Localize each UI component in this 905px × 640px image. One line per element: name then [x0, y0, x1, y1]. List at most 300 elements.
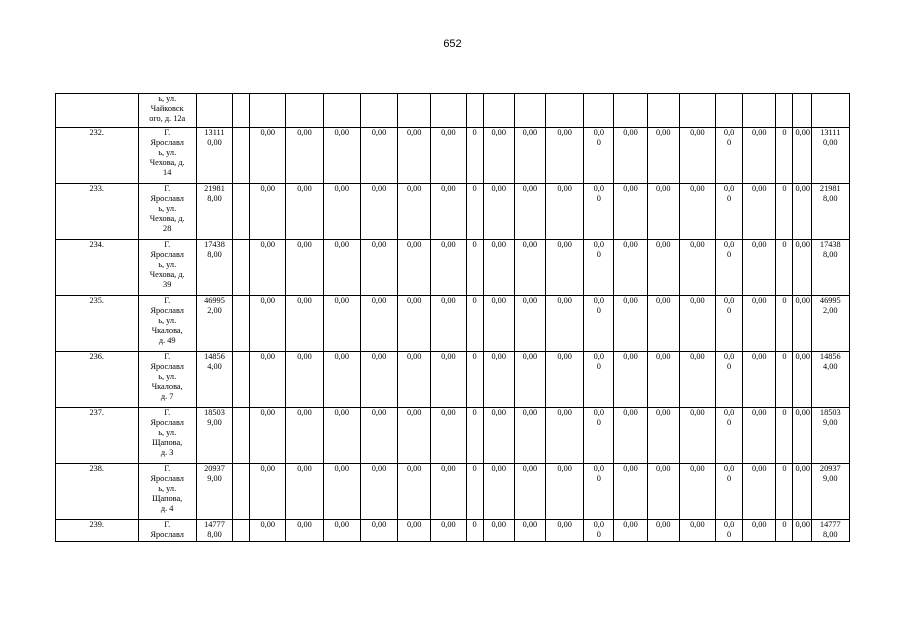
row-number-cell: 235. — [56, 296, 139, 352]
value-cell: 0,00 — [793, 128, 811, 184]
value-cell: 0,00 — [743, 352, 776, 408]
end-total-line: 0,00 — [823, 138, 838, 147]
value-cell: 0,00 — [431, 352, 466, 408]
value-cell: 0,00 — [793, 464, 811, 520]
table-row — [56, 408, 850, 464]
value-cell: 0,00 — [743, 240, 776, 296]
address-line: Чайковск — [150, 104, 184, 113]
table-row — [56, 352, 850, 408]
value-cell: 0,00 — [514, 184, 545, 240]
value-cell — [584, 184, 614, 240]
value-cell: 0,00 — [514, 464, 545, 520]
value-cell: 0,00 — [431, 408, 466, 464]
value-cell — [743, 94, 776, 128]
value-part: 0 — [596, 194, 601, 203]
value-part: 0,0 — [593, 240, 605, 249]
total-line: 9,00 — [207, 474, 222, 483]
value-cell — [584, 408, 614, 464]
end-total-line: 14856 — [819, 352, 841, 361]
address-cell — [138, 94, 196, 128]
value-part: 0 — [727, 362, 732, 371]
value-cell: 0,00 — [286, 184, 323, 240]
address-line: ого, д. 12а — [149, 114, 186, 123]
value-part: 0,0 — [593, 408, 605, 417]
total-cell — [196, 296, 232, 352]
value-cell: 0 — [776, 520, 793, 542]
value-part: 0,0 — [723, 464, 735, 473]
value-cell: 0,00 — [514, 240, 545, 296]
address-cell — [138, 240, 196, 296]
value-cell — [716, 184, 743, 240]
address-line: Ярославл — [150, 250, 184, 259]
row-number-cell: 236. — [56, 352, 139, 408]
end-total-line: 2,00 — [823, 306, 838, 315]
address-line: Г. — [164, 128, 171, 137]
value-cell — [679, 94, 715, 128]
value-cell: 0,00 — [679, 408, 715, 464]
address-line: Чехова, д. — [149, 158, 185, 167]
value-part: 0 — [727, 418, 732, 427]
value-cell: 0,00 — [793, 408, 811, 464]
value-cell: 0,00 — [793, 296, 811, 352]
value-cell — [584, 240, 614, 296]
row-number-cell: 238. — [56, 464, 139, 520]
value-cell — [360, 94, 397, 128]
value-cell: 0 — [466, 128, 483, 184]
value-cell: 0,00 — [398, 184, 431, 240]
value-cell: 0,00 — [614, 128, 647, 184]
end-total-cell — [811, 464, 849, 520]
total-line: 8,00 — [207, 250, 222, 259]
value-cell — [546, 94, 584, 128]
address-line: Ярославл — [150, 138, 184, 147]
address-cell — [138, 520, 196, 542]
value-cell: 0,00 — [286, 408, 323, 464]
value-cell: 0,00 — [483, 184, 514, 240]
address-cell — [138, 128, 196, 184]
value-part: 0 — [596, 362, 601, 371]
value-cell: 0,00 — [323, 520, 360, 542]
value-cell: 0,00 — [679, 184, 715, 240]
value-cell: 0,00 — [743, 520, 776, 542]
total-cell — [196, 352, 232, 408]
end-total-line: 8,00 — [823, 530, 838, 539]
value-cell: 0,00 — [743, 408, 776, 464]
total-cell — [196, 464, 232, 520]
value-cell: 0 — [466, 408, 483, 464]
value-cell: 0,00 — [360, 128, 397, 184]
value-cell — [776, 94, 793, 128]
value-cell: 0,00 — [431, 240, 466, 296]
value-cell: 0,00 — [679, 128, 715, 184]
address-line: Ярославл — [150, 530, 184, 539]
total-cell — [196, 184, 232, 240]
address-line: Г. — [164, 520, 171, 529]
value-cell: 0,00 — [323, 128, 360, 184]
end-total-line: 20937 — [819, 464, 841, 473]
value-cell: 0 — [466, 240, 483, 296]
value-cell — [483, 94, 514, 128]
value-cell: 0,00 — [250, 128, 286, 184]
address-line: Щапова, — [152, 438, 183, 447]
value-part: 0 — [596, 306, 601, 315]
value-cell: 0,00 — [323, 240, 360, 296]
value-cell: 0,00 — [431, 296, 466, 352]
value-cell: 0,00 — [483, 128, 514, 184]
total-line: 2,00 — [207, 306, 222, 315]
value-cell: 0,00 — [398, 128, 431, 184]
address-line: 39 — [163, 280, 172, 289]
total-line: 0,00 — [207, 138, 222, 147]
address-line: Г. — [164, 352, 171, 361]
end-total-line: 8,00 — [823, 250, 838, 259]
address-line: ь, ул. — [158, 428, 177, 437]
value-cell: 0,00 — [514, 352, 545, 408]
value-cell: 0,00 — [647, 520, 679, 542]
total-line: 13111 — [204, 128, 225, 137]
value-cell: 0,00 — [360, 240, 397, 296]
value-cell: 0,00 — [483, 240, 514, 296]
value-cell — [584, 296, 614, 352]
value-cell: 0 — [466, 520, 483, 542]
value-cell: 0,00 — [360, 296, 397, 352]
address-line: Г. — [164, 240, 171, 249]
value-cell: 0,00 — [483, 464, 514, 520]
total-line: 14777 — [204, 520, 225, 529]
value-cell: 0 — [776, 240, 793, 296]
value-cell: 0,00 — [323, 296, 360, 352]
value-cell: 0,00 — [431, 184, 466, 240]
total-line: 17438 — [204, 240, 225, 249]
address-cell — [138, 184, 196, 240]
num-cell — [56, 94, 139, 128]
total-line: 8,00 — [207, 194, 222, 203]
value-cell: 0,00 — [514, 296, 545, 352]
table-row — [56, 520, 850, 542]
value-cell: 0,00 — [286, 240, 323, 296]
value-cell — [584, 94, 614, 128]
value-cell — [716, 352, 743, 408]
value-cell: 0,00 — [614, 352, 647, 408]
address-line: Ярославл — [150, 474, 184, 483]
end-total-cell — [811, 94, 849, 128]
address-line: д. 49 — [158, 336, 176, 345]
value-part: 0,0 — [593, 128, 605, 137]
address-line: Ярославл — [150, 362, 184, 371]
address-line: ь, ул. — [158, 316, 177, 325]
value-cell: 0,00 — [793, 520, 811, 542]
value-part: 0 — [596, 474, 601, 483]
value-cell — [514, 94, 545, 128]
value-cell: 0,00 — [546, 128, 584, 184]
value-cell — [716, 296, 743, 352]
value-cell: 0,00 — [286, 464, 323, 520]
address-cell — [138, 352, 196, 408]
value-cell: 0 — [776, 408, 793, 464]
address-line: Чкалова, — [151, 382, 183, 391]
value-cell: 0,00 — [647, 128, 679, 184]
value-cell: 0,00 — [483, 520, 514, 542]
address-line: Щапова, — [152, 494, 183, 503]
value-cell — [398, 94, 431, 128]
value-cell: 0 — [466, 464, 483, 520]
value-cell: 0,00 — [743, 296, 776, 352]
value-cell: 0,00 — [286, 296, 323, 352]
value-cell — [716, 128, 743, 184]
value-cell: 0 — [776, 464, 793, 520]
end-total-line: 9,00 — [823, 474, 838, 483]
value-cell: 0,00 — [286, 128, 323, 184]
value-cell: 0,00 — [514, 128, 545, 184]
address-line: Ярославл — [150, 194, 184, 203]
value-cell — [716, 94, 743, 128]
value-cell: 0,00 — [323, 352, 360, 408]
value-cell: 0,00 — [483, 352, 514, 408]
end-total-line: 8,00 — [823, 194, 838, 203]
value-cell — [323, 94, 360, 128]
address-line: ь, ул. — [158, 204, 177, 213]
address-line: Чехова, д. — [149, 270, 185, 279]
address-cell — [138, 408, 196, 464]
value-cell — [584, 128, 614, 184]
value-cell: 0,00 — [614, 520, 647, 542]
value-cell: 0,00 — [360, 184, 397, 240]
total-line: 46995 — [204, 296, 225, 305]
value-cell: 0,00 — [647, 464, 679, 520]
value-cell: 0 — [466, 352, 483, 408]
address-line: ь, ул. — [158, 94, 177, 103]
end-total-cell — [811, 240, 849, 296]
address-line: ь, ул. — [158, 260, 177, 269]
value-cell: 0,00 — [323, 464, 360, 520]
value-cell: 0 — [776, 296, 793, 352]
value-cell: 0 — [776, 352, 793, 408]
value-cell: 0 — [776, 184, 793, 240]
table-row — [56, 296, 850, 352]
end-total-line: 21981 — [819, 184, 841, 193]
value-part: 0,0 — [723, 184, 735, 193]
address-line: Ярославл — [150, 306, 184, 315]
address-line: Г. — [164, 408, 171, 417]
address-line: 28 — [163, 224, 172, 233]
table-row — [56, 128, 850, 184]
value-cell — [716, 408, 743, 464]
value-part: 0,0 — [593, 184, 605, 193]
value-cell — [716, 520, 743, 542]
end-total-cell — [811, 352, 849, 408]
value-cell: 0,00 — [614, 296, 647, 352]
value-part: 0 — [727, 194, 732, 203]
value-cell — [431, 94, 466, 128]
value-cell — [647, 94, 679, 128]
address-line: Г. — [164, 296, 171, 305]
spacer-cell — [233, 408, 250, 464]
address-line: д. 7 — [160, 392, 174, 401]
value-cell: 0,00 — [323, 184, 360, 240]
value-part: 0,0 — [723, 240, 735, 249]
value-cell: 0,00 — [431, 520, 466, 542]
address-line: ь, ул. — [158, 148, 177, 157]
value-cell: 0,00 — [431, 464, 466, 520]
address-line: Чкалова, — [151, 326, 183, 335]
end-total-line: 46995 — [819, 296, 841, 305]
value-part: 0,0 — [723, 296, 735, 305]
row-number-cell: 234. — [56, 240, 139, 296]
row-number-cell: 233. — [56, 184, 139, 240]
spacer-cell — [233, 240, 250, 296]
total-cell — [196, 520, 232, 542]
address-line: Ярославл — [150, 418, 184, 427]
value-cell: 0,00 — [250, 240, 286, 296]
value-cell: 0,00 — [398, 352, 431, 408]
value-cell — [286, 94, 323, 128]
value-cell — [584, 464, 614, 520]
value-part: 0,0 — [593, 464, 605, 473]
value-cell: 0,00 — [514, 408, 545, 464]
table-row — [56, 240, 850, 296]
value-part: 0,0 — [593, 352, 605, 361]
value-part: 0 — [596, 530, 601, 539]
total-cell — [196, 240, 232, 296]
table-row-continuation — [56, 94, 850, 128]
end-total-cell — [811, 520, 849, 542]
value-part: 0,0 — [593, 296, 605, 305]
value-cell: 0,00 — [647, 240, 679, 296]
value-cell: 0,00 — [360, 520, 397, 542]
value-cell: 0,00 — [483, 296, 514, 352]
address-line: Чехова, д. — [149, 214, 185, 223]
value-cell — [466, 94, 483, 128]
value-cell: 0,00 — [250, 520, 286, 542]
end-total-line: 4,00 — [823, 362, 838, 371]
value-cell: 0,00 — [647, 408, 679, 464]
value-cell: 0,00 — [398, 240, 431, 296]
value-cell: 0,00 — [398, 464, 431, 520]
value-cell — [716, 464, 743, 520]
value-cell — [793, 94, 811, 128]
value-part: 0,0 — [593, 520, 605, 529]
value-cell: 0,00 — [743, 184, 776, 240]
value-cell: 0,00 — [546, 184, 584, 240]
value-cell: 0,00 — [793, 352, 811, 408]
spacer-cell — [233, 520, 250, 542]
value-cell: 0,00 — [614, 464, 647, 520]
value-cell: 0,00 — [398, 520, 431, 542]
value-part: 0 — [727, 306, 732, 315]
value-part: 0,0 — [723, 408, 735, 417]
value-cell: 0 — [776, 128, 793, 184]
value-cell: 0,00 — [286, 520, 323, 542]
value-cell: 0 — [466, 296, 483, 352]
value-part: 0 — [596, 250, 601, 259]
value-cell: 0,00 — [793, 184, 811, 240]
address-cell — [138, 296, 196, 352]
end-total-cell — [811, 128, 849, 184]
total-line: 9,00 — [207, 418, 222, 427]
value-part: 0 — [727, 474, 732, 483]
address-line: Г. — [164, 184, 171, 193]
value-cell: 0,00 — [250, 184, 286, 240]
row-number-cell: 232. — [56, 128, 139, 184]
value-cell — [250, 94, 286, 128]
value-cell: 0,00 — [398, 296, 431, 352]
value-part: 0 — [727, 138, 732, 147]
spacer-cell — [233, 184, 250, 240]
value-cell: 0,00 — [546, 408, 584, 464]
total-line: 8,00 — [207, 530, 222, 539]
value-cell: 0,00 — [679, 520, 715, 542]
address-line: 14 — [163, 168, 172, 177]
end-total-line: 17438 — [819, 240, 841, 249]
total-cell — [196, 128, 232, 184]
value-cell: 0,00 — [647, 296, 679, 352]
data-table — [55, 93, 850, 542]
value-part: 0,0 — [723, 520, 735, 529]
value-cell: 0,00 — [743, 464, 776, 520]
table-row — [56, 464, 850, 520]
spacer-cell — [233, 128, 250, 184]
value-cell: 0,00 — [546, 296, 584, 352]
value-cell — [614, 94, 647, 128]
value-part: 0,0 — [723, 352, 735, 361]
spacer-cell — [233, 352, 250, 408]
table-row — [56, 184, 850, 240]
row-number-cell: 237. — [56, 408, 139, 464]
value-cell: 0,00 — [360, 352, 397, 408]
value-part: 0 — [727, 530, 732, 539]
page-number: 652 — [443, 38, 462, 50]
value-cell — [584, 352, 614, 408]
end-total-cell — [811, 184, 849, 240]
address-line: ь, ул. — [158, 372, 177, 381]
address-cell — [138, 464, 196, 520]
value-cell: 0,00 — [286, 352, 323, 408]
total-line: 21981 — [204, 184, 225, 193]
end-total-line: 9,00 — [823, 418, 838, 427]
value-cell: 0,00 — [323, 408, 360, 464]
end-total-line: 13111 — [820, 128, 841, 137]
value-part: 0 — [596, 138, 601, 147]
value-cell: 0,00 — [398, 408, 431, 464]
value-cell — [584, 520, 614, 542]
row-number-cell: 239. — [56, 520, 139, 542]
end-total-cell — [811, 296, 849, 352]
end-total-cell — [811, 408, 849, 464]
value-cell: 0 — [466, 184, 483, 240]
address-line: Г. — [164, 464, 171, 473]
value-cell: 0,00 — [360, 464, 397, 520]
value-cell: 0,00 — [250, 296, 286, 352]
value-cell: 0,00 — [793, 240, 811, 296]
value-cell: 0,00 — [614, 408, 647, 464]
spacer-cell — [233, 94, 250, 128]
value-cell: 0,00 — [647, 184, 679, 240]
value-cell: 0,00 — [514, 520, 545, 542]
value-cell: 0,00 — [546, 240, 584, 296]
value-cell: 0,00 — [679, 240, 715, 296]
total-line: 14856 — [204, 352, 225, 361]
value-cell: 0,00 — [647, 352, 679, 408]
total-line: 4,00 — [207, 362, 222, 371]
value-cell: 0,00 — [431, 128, 466, 184]
address-line: д. 4 — [160, 504, 174, 513]
value-cell: 0,00 — [546, 520, 584, 542]
value-cell: 0,00 — [250, 464, 286, 520]
value-cell: 0,00 — [614, 184, 647, 240]
value-cell — [716, 240, 743, 296]
value-cell: 0,00 — [546, 464, 584, 520]
value-cell: 0,00 — [614, 240, 647, 296]
